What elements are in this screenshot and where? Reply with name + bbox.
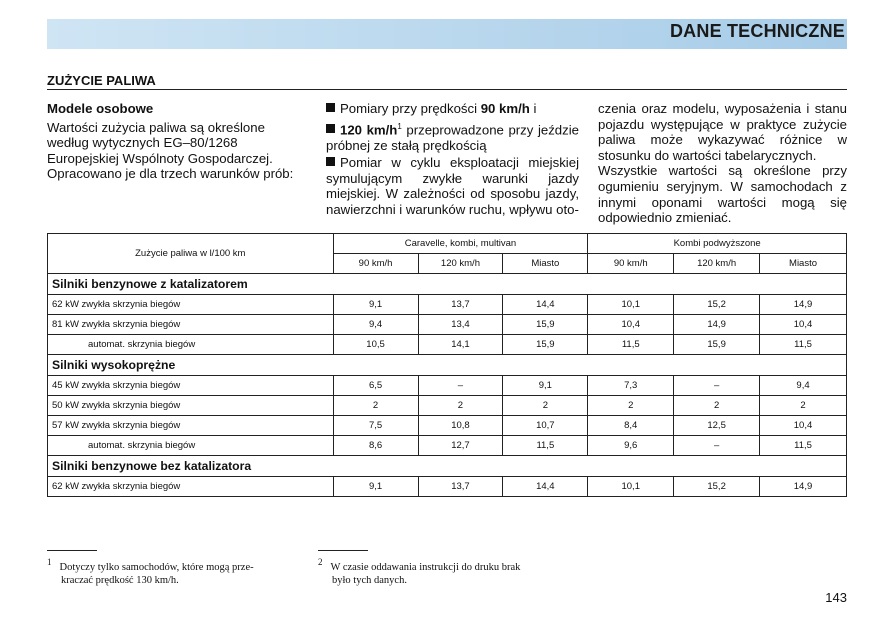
col-header: Miasto xyxy=(760,254,847,274)
section-filler xyxy=(333,355,846,376)
section-title-cell: Silniki wysokoprężne xyxy=(48,355,334,376)
cell: 7,3 xyxy=(588,376,674,396)
col-header: 90 km/h xyxy=(588,254,674,274)
footnote-1 xyxy=(47,556,307,587)
col-header: Miasto xyxy=(503,254,588,274)
page-number: 143 xyxy=(825,590,847,605)
cell: 13,4 xyxy=(418,315,503,335)
bullet-2-speed: 120 km/h xyxy=(340,121,398,137)
cell: 8,6 xyxy=(333,436,418,456)
section-filler xyxy=(333,456,846,477)
cell: 2 xyxy=(760,396,847,416)
bullet-1-text: Pomiary przy prędkości xyxy=(340,101,481,116)
row-label: automat. skrzynia biegów xyxy=(48,436,334,456)
group-header-kombi: Kombi podwyższone xyxy=(588,234,847,254)
footnote-mark: 2 xyxy=(318,557,323,567)
bullet-1-speed: 90 km/h xyxy=(480,101,530,116)
row-label: 57 kW zwykła skrzynia biegów xyxy=(48,416,334,436)
table-row xyxy=(48,376,847,396)
cell: 7,5 xyxy=(333,416,418,436)
section-row xyxy=(48,456,847,477)
row-label: 50 kW zwykła skrzynia biegów xyxy=(48,396,334,416)
intro-column-1 xyxy=(47,101,305,182)
cell: 15,9 xyxy=(503,335,588,355)
cell: 9,6 xyxy=(588,436,674,456)
footnote-2 xyxy=(318,556,580,587)
cell: – xyxy=(418,376,503,396)
square-bullet-icon xyxy=(326,157,335,166)
col3-paragraph-2: Wszystkie wartości są określone przy ogumieniu seryjnym. W samochodach z innymi oponami wartości mogą się odpowiednio zmieniać. xyxy=(598,163,847,226)
table-row xyxy=(48,335,847,355)
bullet-2-text: przeprowadzone przy jeździe próbnej ze stałą prędkością xyxy=(326,121,579,153)
cell: 10,7 xyxy=(503,416,588,436)
cell: 9,1 xyxy=(333,477,418,497)
section-title-cell: Silniki benzynowe z katalizatorem xyxy=(48,274,334,295)
table-header-label: Zużycie paliwa w l/100 km xyxy=(48,234,334,274)
intro-paragraph: Wartości zużycia paliwa są określone według wytycznych EG–80/1268 Europejskiej Wspólnoty Gospodarczej. Opracowano je dla trzech warunków prób: xyxy=(47,119,294,182)
cell: 11,5 xyxy=(760,335,847,355)
row-label: 45 kW zwykła skrzynia biegów xyxy=(48,376,334,396)
row-label: 62 kW zwykła skrzynia biegów xyxy=(48,477,334,497)
cell: 9,1 xyxy=(503,376,588,396)
cell: 14,4 xyxy=(503,295,588,315)
bullet-3 xyxy=(326,155,579,217)
square-bullet-icon xyxy=(326,124,335,133)
footnote-line: W czasie oddawania instrukcji do druku brak xyxy=(330,562,521,573)
cell: 10,8 xyxy=(418,416,503,436)
fuel-consumption-table xyxy=(47,233,847,497)
table-row xyxy=(48,477,847,497)
col3-paragraph-1: czenia oraz modelu, wyposażenia i stanu pojazdu występujące w praktyce zużycie paliwa może wykazywać różnice w stosunku do wartości tabelarycznych. xyxy=(598,101,847,163)
cell: 10,5 xyxy=(333,335,418,355)
table-header-row xyxy=(48,234,847,254)
bullet-3-text: Pomiar w cyklu eksploatacji miejskiej symulującym zwykłe warunki jazdy miejskiej. W zależności od sposobu jazdy, nawierzchni i warunków ruchu, wpływu oto- xyxy=(326,155,579,217)
cell: 15,2 xyxy=(674,295,760,315)
cell: 2 xyxy=(333,396,418,416)
bullet-1-tail: i xyxy=(529,101,537,116)
cell: – xyxy=(674,376,760,396)
cell: 13,7 xyxy=(418,477,503,497)
cell: 11,5 xyxy=(588,335,674,355)
footnote-divider xyxy=(47,550,97,551)
cell: 13,7 xyxy=(418,295,503,315)
section-row xyxy=(48,274,847,295)
intro-column-3 xyxy=(598,101,847,226)
cell: 15,9 xyxy=(674,335,760,355)
cell: 9,4 xyxy=(333,315,418,335)
cell: 14,9 xyxy=(760,295,847,315)
cell: 11,5 xyxy=(760,436,847,456)
table-row xyxy=(48,416,847,436)
cell: 2 xyxy=(418,396,503,416)
footnote-line: Dotyczy tylko samochodów, które mogą prze- xyxy=(59,562,254,573)
intro-column-2 xyxy=(326,101,579,218)
cell: 15,2 xyxy=(674,477,760,497)
subheading: Modele osobowe xyxy=(47,101,154,116)
cell: 2 xyxy=(588,396,674,416)
bullet-2 xyxy=(326,119,579,154)
cell: 14,4 xyxy=(503,477,588,497)
cell: 8,4 xyxy=(588,416,674,436)
section-divider xyxy=(47,89,847,90)
cell: 14,1 xyxy=(418,335,503,355)
footnote-ref: 1 xyxy=(397,121,402,131)
section-title: ZUŻYCIE PALIWA xyxy=(47,73,156,88)
row-label: 62 kW zwykła skrzynia biegów xyxy=(48,295,334,315)
square-bullet-icon xyxy=(326,103,335,112)
section-title-cell: Silniki benzynowe bez katalizatora xyxy=(48,456,334,477)
col-header: 90 km/h xyxy=(333,254,418,274)
group-header-caravelle: Caravelle, kombi, multivan xyxy=(333,234,588,254)
cell: 2 xyxy=(674,396,760,416)
cell: – xyxy=(674,436,760,456)
col-header: 120 km/h xyxy=(674,254,760,274)
page-title: DANE TECHNICZNE xyxy=(669,21,845,41)
cell: 9,4 xyxy=(760,376,847,396)
cell: 10,4 xyxy=(588,315,674,335)
table-row xyxy=(48,315,847,335)
footnote-line: było tych danych. xyxy=(332,575,407,586)
cell: 10,1 xyxy=(588,477,674,497)
cell: 10,1 xyxy=(588,295,674,315)
cell: 14,9 xyxy=(674,315,760,335)
footnote-mark: 1 xyxy=(47,557,52,567)
col-header: 120 km/h xyxy=(418,254,503,274)
row-label: automat. skrzynia biegów xyxy=(48,335,334,355)
table-row xyxy=(48,436,847,456)
cell: 9,1 xyxy=(333,295,418,315)
cell: 11,5 xyxy=(503,436,588,456)
cell: 12,5 xyxy=(674,416,760,436)
cell: 2 xyxy=(503,396,588,416)
cell: 15,9 xyxy=(503,315,588,335)
table-row xyxy=(48,396,847,416)
footnote-divider xyxy=(318,550,368,551)
cell: 12,7 xyxy=(418,436,503,456)
table-row xyxy=(48,295,847,315)
section-row xyxy=(48,355,847,376)
cell: 10,4 xyxy=(760,416,847,436)
row-label: 81 kW zwykła skrzynia biegów xyxy=(48,315,334,335)
cell: 14,9 xyxy=(760,477,847,497)
footnote-line: kraczać prędkość 130 km/h. xyxy=(61,575,179,586)
cell: 6,5 xyxy=(333,376,418,396)
cell: 10,4 xyxy=(760,315,847,335)
bullet-1 xyxy=(326,101,579,117)
section-filler xyxy=(333,274,846,295)
